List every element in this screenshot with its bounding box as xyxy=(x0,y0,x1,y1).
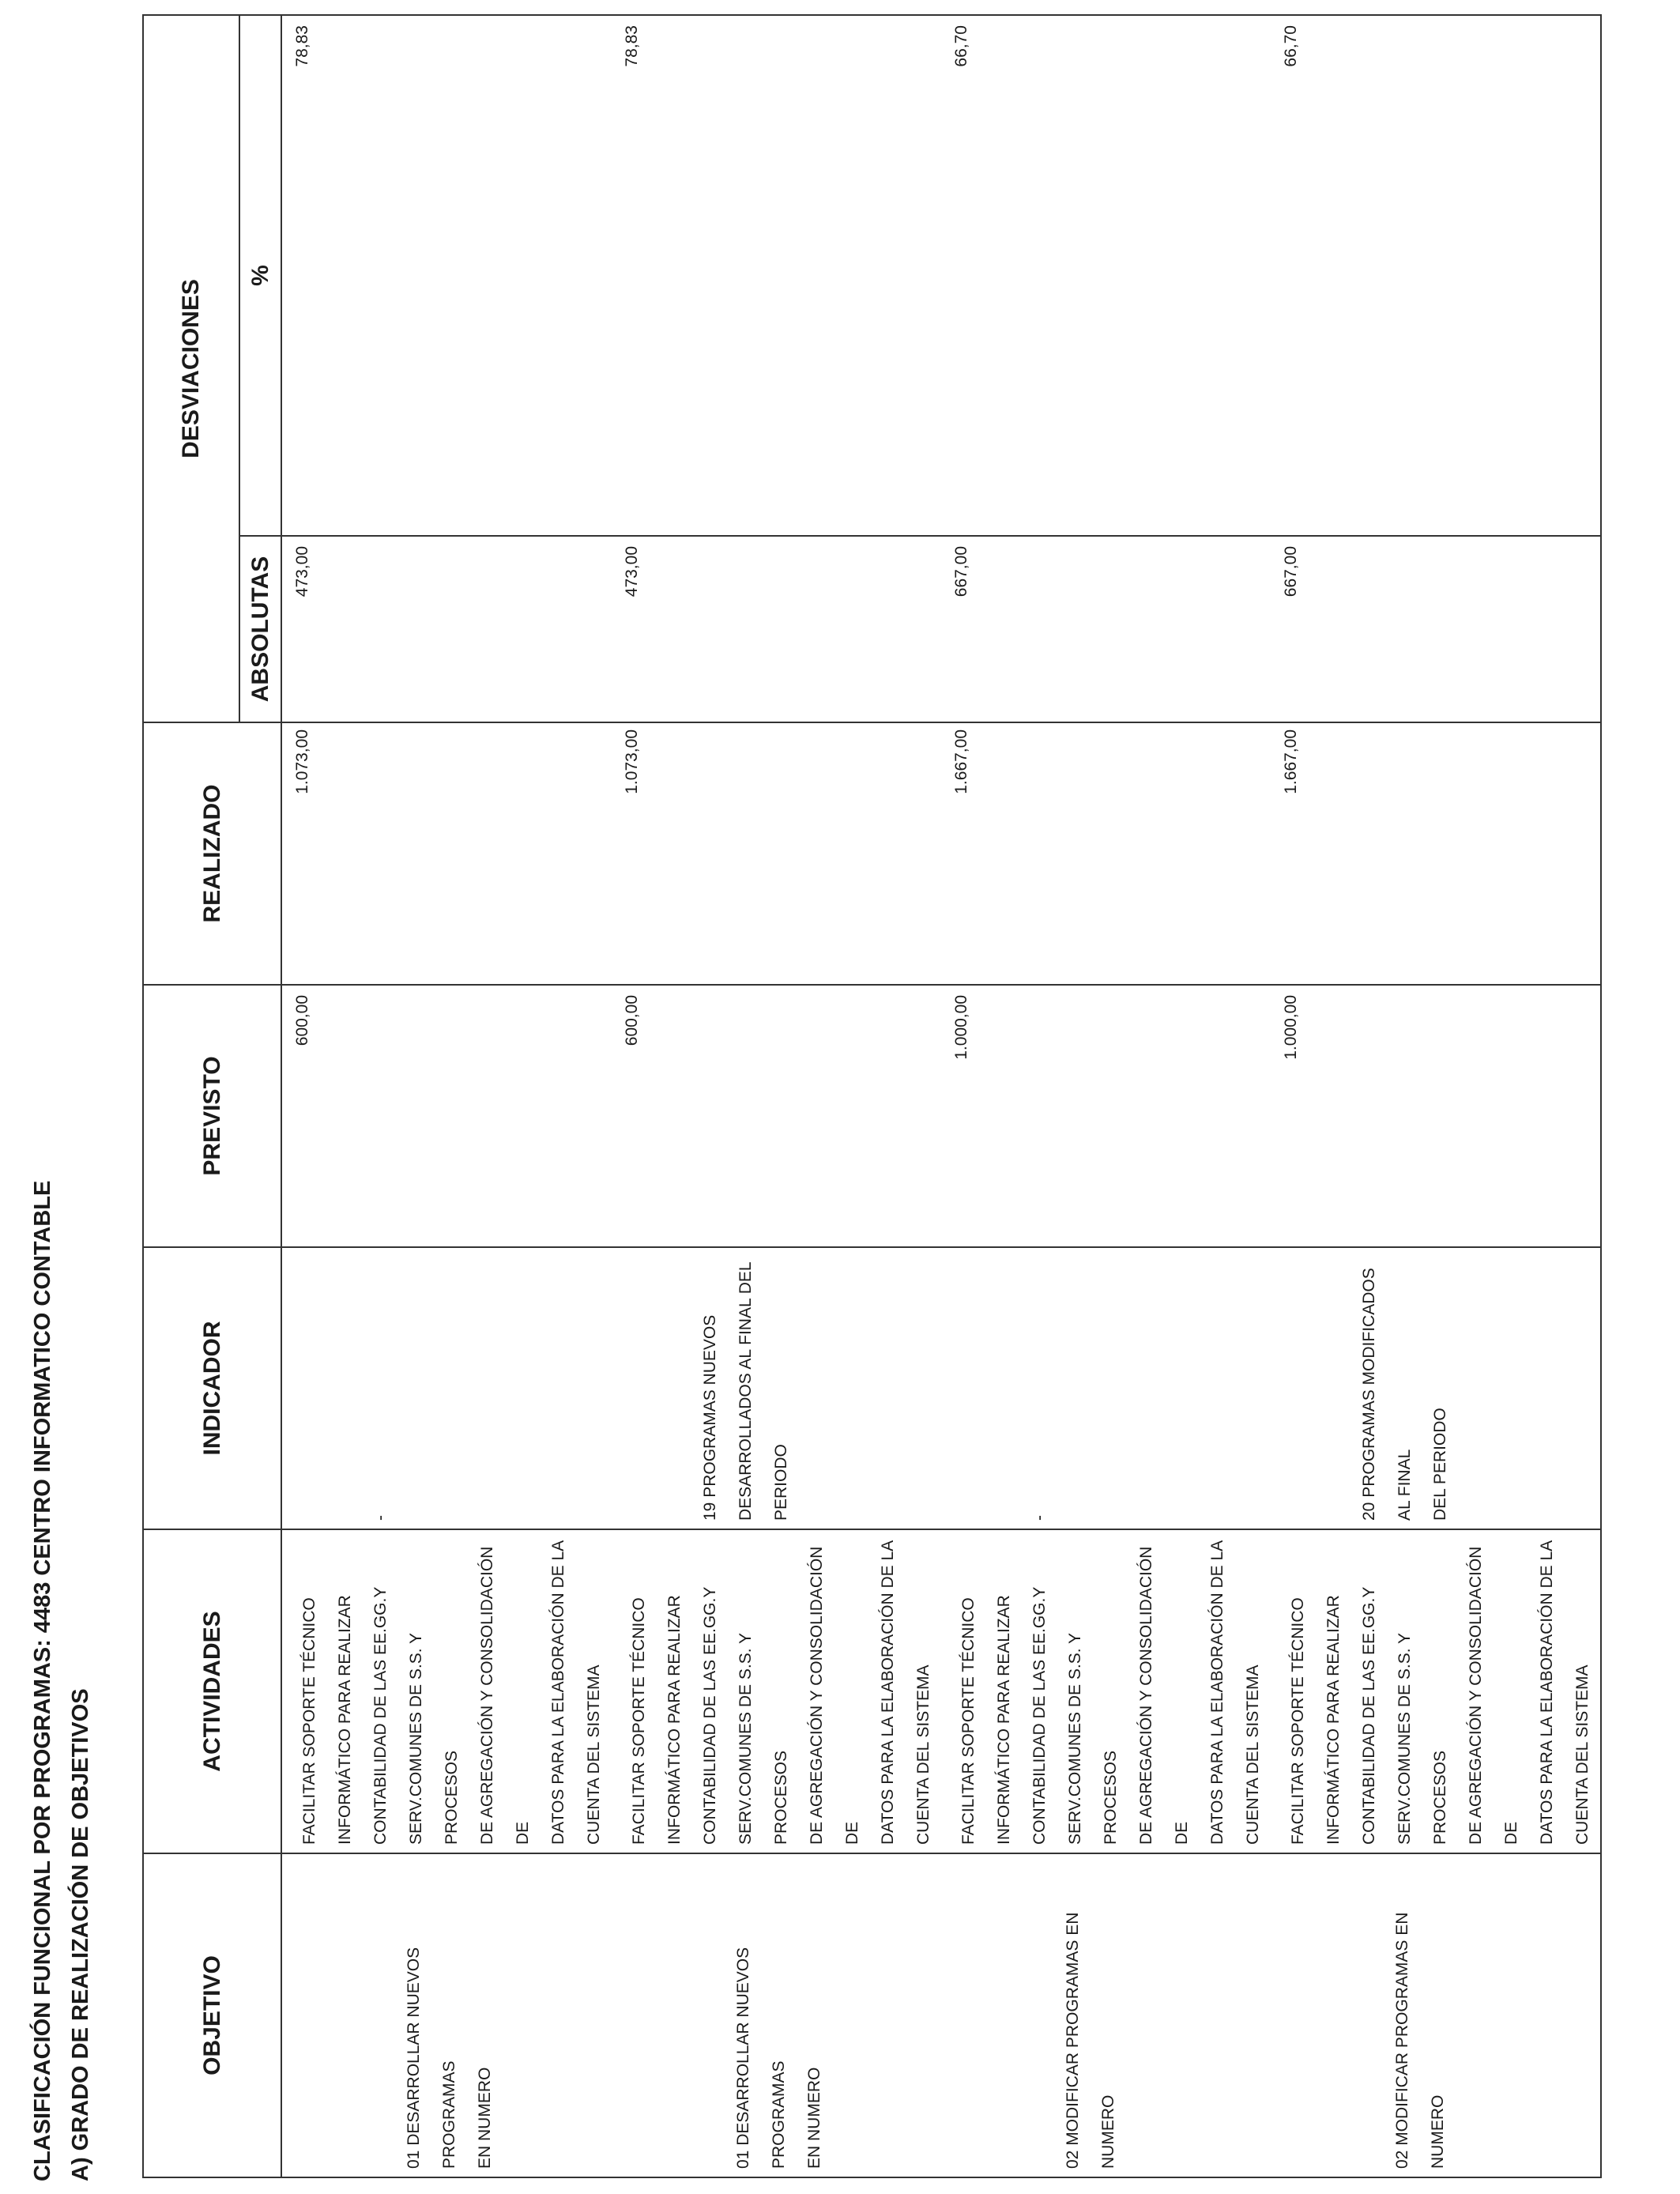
indicador-cell: 20 PROGRAMAS MODIFICADOS AL FINAL DEL PERIODO xyxy=(1360,1268,1449,1521)
objetivo-cell: 02 MODIFICAR PROGRAMAS EN NUMERO xyxy=(1393,1912,1447,2169)
absolutas-value: 473,00 xyxy=(623,546,641,598)
porcentaje-value: 78,83 xyxy=(623,25,641,67)
header-objetivo: OBJETIVO xyxy=(143,1853,281,2177)
porcentaje-value: 66,70 xyxy=(1282,25,1300,67)
actividades-cell: FACILITAR SOPORTE TÉCNICO INFORMÁTICO PARA REALIZAR CONTABILIDAD DE LAS EE.GG.Y SERV.COMUNES DE S.S. Y PROCESOS DE AGREGACIÓN Y CONSOLIDACIÓN DE DATOS PARA LA ELABORACIÓN DE LA CUENTA DEL SISTEMA xyxy=(959,1540,1262,1845)
previsto-value: 1.000,00 xyxy=(1282,995,1300,1060)
header-porcentaje: % xyxy=(239,15,281,536)
absolutas-value: 667,00 xyxy=(1282,546,1300,598)
absolutas-value: 473,00 xyxy=(293,546,311,598)
previsto-value: 600,00 xyxy=(623,995,641,1046)
realizado-value: 1.667,00 xyxy=(1282,729,1300,794)
header-desviaciones: DESVIACIONES xyxy=(143,15,239,722)
indicador-cell: - xyxy=(1030,1515,1049,1521)
realizado-value: 1.073,00 xyxy=(623,729,641,794)
header-previsto: PREVISTO xyxy=(143,985,281,1247)
table-row xyxy=(941,15,1271,2177)
actividades-cell: FACILITAR SOPORTE TÉCNICO INFORMÁTICO PARA REALIZAR CONTABILIDAD DE LAS EE.GG.Y SERV.COMUNES DE S.S. Y PROCESOS DE AGREGACIÓN Y CONSOLIDACIÓN DE DATOS PARA LA ELABORACIÓN DE LA CUENTA DEL SISTEMA xyxy=(300,1540,603,1845)
actividades-cell: FACILITAR SOPORTE TÉCNICO INFORMÁTICO PARA REALIZAR CONTABILIDAD DE LAS EE.GG.Y SERV.COMUNES DE S.S. Y PROCESOS DE AGREGACIÓN Y CONSOLIDACIÓN DE DATOS PARA LA ELABORACIÓN DE LA CUENTA DEL SISTEMA xyxy=(630,1540,932,1845)
realizado-value: 1.073,00 xyxy=(293,729,311,794)
objectives-table xyxy=(142,14,1602,2178)
previsto-value: 600,00 xyxy=(293,995,311,1046)
actividades-cell: FACILITAR SOPORTE TÉCNICO INFORMÁTICO PARA REALIZAR CONTABILIDAD DE LAS EE.GG.Y SERV.COMUNES DE S.S. Y PROCESOS DE AGREGACIÓN Y CONSOLIDACIÓN DE DATOS PARA LA ELABORACIÓN DE LA CUENTA DEL SISTEMA xyxy=(1289,1540,1591,1845)
indicador-cell: 19 PROGRAMAS NUEVOS DESARROLLADOS AL FINAL DEL PERIODO xyxy=(701,1261,790,1521)
page-title: CLASIFICACIÓN FUNCIONAL POR PROGRAMAS: 4483 CENTRO INFORMATICO CONTABLE xyxy=(30,1180,55,2181)
header-indicador: INDICADOR xyxy=(143,1247,281,1529)
indicador-cell: - xyxy=(371,1515,390,1521)
objetivo-cell: 02 MODIFICAR PROGRAMAS EN NUMERO xyxy=(1064,1912,1117,2169)
previsto-value: 1.000,00 xyxy=(952,995,970,1060)
table-row xyxy=(1271,15,1601,2177)
porcentaje-value: 66,70 xyxy=(952,25,970,67)
header-actividades: ACTIVIDADES xyxy=(143,1529,281,1853)
absolutas-value: 667,00 xyxy=(952,546,970,598)
objetivo-cell: 01 DESARROLLAR NUEVOS PROGRAMAS EN NUMERO xyxy=(734,1947,823,2169)
header-realizado: REALIZADO xyxy=(143,722,281,985)
header-absolutas: ABSOLUTAS xyxy=(239,536,281,722)
porcentaje-value: 78,83 xyxy=(293,25,311,67)
table-row xyxy=(281,15,612,2177)
realizado-value: 1.667,00 xyxy=(952,729,970,794)
table-row xyxy=(612,15,941,2177)
page-subtitle: A) GRADO DE REALIZACIÓN DE OBJETIVOS xyxy=(68,1688,93,2181)
objetivo-cell: 01 DESARROLLAR NUEVOS PROGRAMAS EN NUMERO xyxy=(405,1947,494,2169)
